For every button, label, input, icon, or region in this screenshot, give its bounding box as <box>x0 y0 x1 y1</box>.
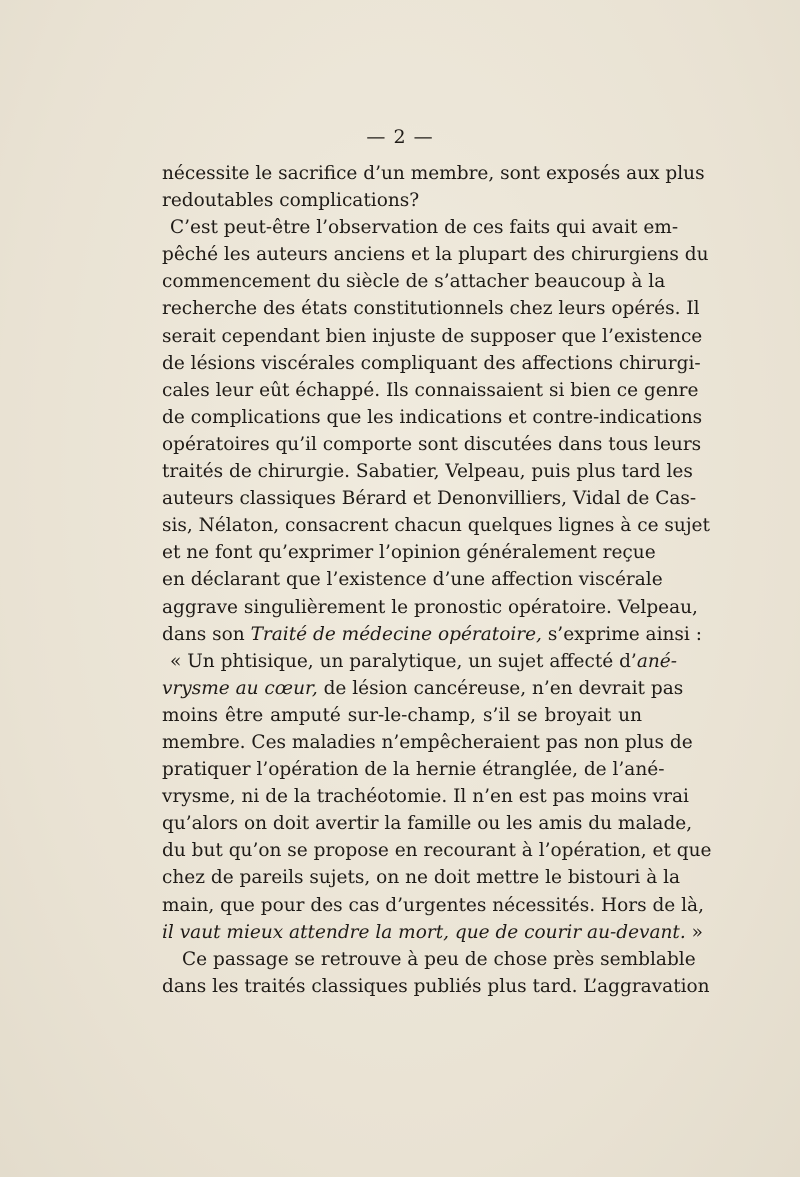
italic-text: Traité de médecine opératoire, <box>250 623 542 645</box>
text-line: vrysme, ni de la trachéotomie. Il n’en est pas moins vrai <box>162 786 689 808</box>
text-line: auteurs classiques Bérard et Denonvilliers, Vidal de Cas- <box>162 488 697 510</box>
text-run: de lésion cancéreuse, n’en devrait pas <box>317 677 684 699</box>
text-run: » <box>685 921 703 943</box>
text-line: dans les traités classiques publiés plus tard. L’aggravation <box>162 975 710 997</box>
text-run: « Un phtisique, un paralytique, un sujet affecté d’ <box>170 650 637 672</box>
text-line: serait cependant bien injuste de supposer que l’existence <box>162 325 703 347</box>
text-line: redoutables complications? <box>162 190 420 212</box>
page-number: — 2 — <box>366 126 434 148</box>
text-line: commencement du siècle de s’attacher beaucoup à la <box>162 271 666 293</box>
text-line: nécessite le sacrifice d’un membre, sont exposés aux plus <box>162 163 705 184</box>
text-run: dans son <box>162 623 251 645</box>
text-line: moins être amputé sur-le-champ, s’il se broyait un <box>162 704 642 726</box>
text-line: du but qu’on se propose en recourant à l’opération, et que <box>162 840 712 862</box>
text-line: pêché les auteurs anciens et la plupart des chirurgiens du <box>162 244 709 266</box>
text-line: membre. Ces maladies n’empêcheraient pas non plus de <box>162 731 693 753</box>
body-text <box>162 160 712 1000</box>
text-line: aggrave singulièrement le pronostic opératoire. Velpeau, <box>162 596 698 618</box>
text-line: pratiquer l’opération de la hernie étranglée, de l’ané- <box>162 759 665 781</box>
text-line: qu’alors on doit avertir la famille ou les amis du malade, <box>162 813 693 835</box>
text-run: s’exprime ainsi : <box>541 623 702 645</box>
text-line: traités de chirurgie. Sabatier, Velpeau, puis plus tard les <box>162 461 693 483</box>
text-line: de complications que les indications et contre-indications <box>162 406 703 428</box>
text-line: de lésions viscérales compliquant des affections chirurgi- <box>162 352 701 374</box>
text-line <box>162 648 677 675</box>
text-line <box>162 621 702 648</box>
text-line: en déclarant que l’existence d’une affection viscérale <box>162 569 663 591</box>
text-line: chez de pareils sujets, on ne doit mettre le bistouri à la <box>162 867 681 889</box>
italic-text: ané- <box>636 650 677 672</box>
text-line: et ne font qu’exprimer l’opinion généralement reçue <box>162 542 656 564</box>
text-line: cales leur eût échappé. Ils connaissaient si bien ce genre <box>162 379 699 401</box>
text-line: main, que pour des cas d’urgentes nécessités. Hors de là, <box>162 894 704 916</box>
text-line: recherche des états constitutionnels chez leurs opérés. Il <box>162 298 700 320</box>
italic-text: vrysme au cœur, <box>162 677 318 699</box>
text-line <box>162 919 703 946</box>
italic-text: il vaut mieux attendre la mort, que de courir au-devant. <box>162 921 686 943</box>
text-line <box>162 675 684 702</box>
text-line: Ce passage se retrouve à peu de chose près semblable <box>182 948 696 970</box>
text-line: C’est peut-être l’observation de ces faits qui avait em- <box>170 217 679 239</box>
text-line: sis, Nélaton, consacrent chacun quelques lignes à ce sujet <box>162 515 710 537</box>
text-line: opératoires qu’il comporte sont discutées dans tous leurs <box>162 433 702 455</box>
